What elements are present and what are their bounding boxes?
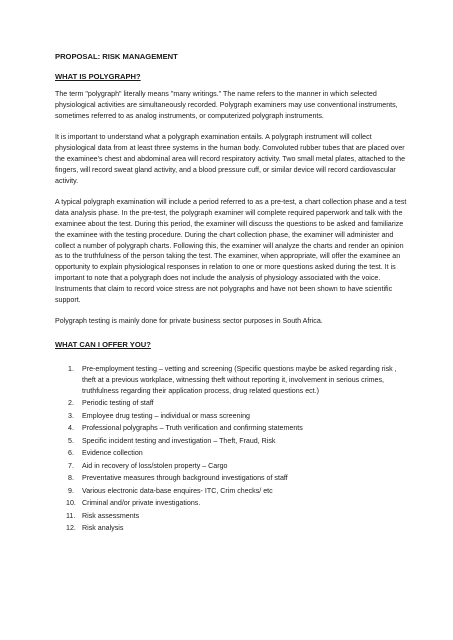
section-heading-what-is-polygraph: WHAT IS POLYGRAPH?: [55, 72, 141, 81]
paragraph-physiological-data: It is important to understand what a polygraph examination entails. A polygraph instrument will collect physiological data from at least three systems in the human body. Convoluted rubber tubes that are placed over the examinee's chest and abdominal area will record respiratory activity. Two small metal plates, attached to the fingers, will record sweat gland activity, and a blood pressure cuff, or similar device will record cardiovascular activity.: [55, 133, 406, 185]
list-item: 11. Risk assessments: [66, 511, 140, 520]
document-page: [55, 52, 411, 536]
list-item: 2. Periodic testing of staff: [68, 399, 154, 408]
list-item: 6. Evidence collection: [68, 449, 143, 458]
document-title: PROPOSAL: RISK MANAGEMENT: [55, 52, 178, 61]
list-item: 5. Specific incident testing and investigation – Theft, Fraud, Risk: [68, 436, 276, 445]
list-item: 8. Preventative measures through background investigations of staff: [68, 474, 288, 483]
paragraph-south-africa: Polygraph testing is mainly done for private business sector purposes in South Africa.: [55, 317, 323, 326]
list-item: 4. Professional polygraphs – Truth verification and confirming statements: [68, 424, 303, 433]
list-item: 12. Risk analysis: [66, 524, 124, 533]
list-item: 1. Pre-employment testing – vetting and screening (Specific questions maybe be asked regarding risk , theft at a previous workplace, witnessing theft without reporting it, involvement in serious crimes, truthfulness regarding their application process, drug related questions ect.): [68, 365, 397, 395]
section-heading-offer: WHAT CAN I OFFER YOU?: [55, 340, 151, 350]
list-item: 7. Aid in recovery of loss/stolen property – Cargo: [68, 461, 228, 470]
paragraph-definition: The term "polygraph" literally means "many writings." The name refers to the manner in which selected physiological activities are simultaneously recorded. Polygraph examiners may use conventional instruments, sometimes referred to as analog instruments, or computerized polygraph instruments.: [55, 90, 398, 120]
paragraph-examination-phases: A typical polygraph examination will include a period referred to as a pre-test, a chart collection phase and a test data analysis phase. In the pre-test, the polygraph examiner will complete required paperwork and talk with the examinee about the test. During this period, the examiner will discuss the questions to be asked and familiarize the examinee with the testing procedure. During the chart collection phase, the examiner will administer and collect a number of polygraph charts. Following this, the examiner will analyze the charts and render an opinion as to the truthfulness of the person taking the test. The examiner, when appropriate, will offer the examinee an opportunity to explain physiological responses in relation to one or more questions asked during the test. It is important to note that a polygraph does not include the analysis of physiology associated with the voice. Instruments that claim to record voice stress are not polygraphs and have not been shown to have scientific support.: [55, 198, 407, 304]
list-item: 10. Criminal and/or private investigations.: [66, 499, 201, 508]
offer-list: [55, 364, 411, 534]
list-item: 9. Various electronic data-base enquires- ITC, Crim checks/ etc: [68, 486, 273, 495]
list-item: 3. Employee drug testing – individual or mass screening: [68, 411, 250, 420]
